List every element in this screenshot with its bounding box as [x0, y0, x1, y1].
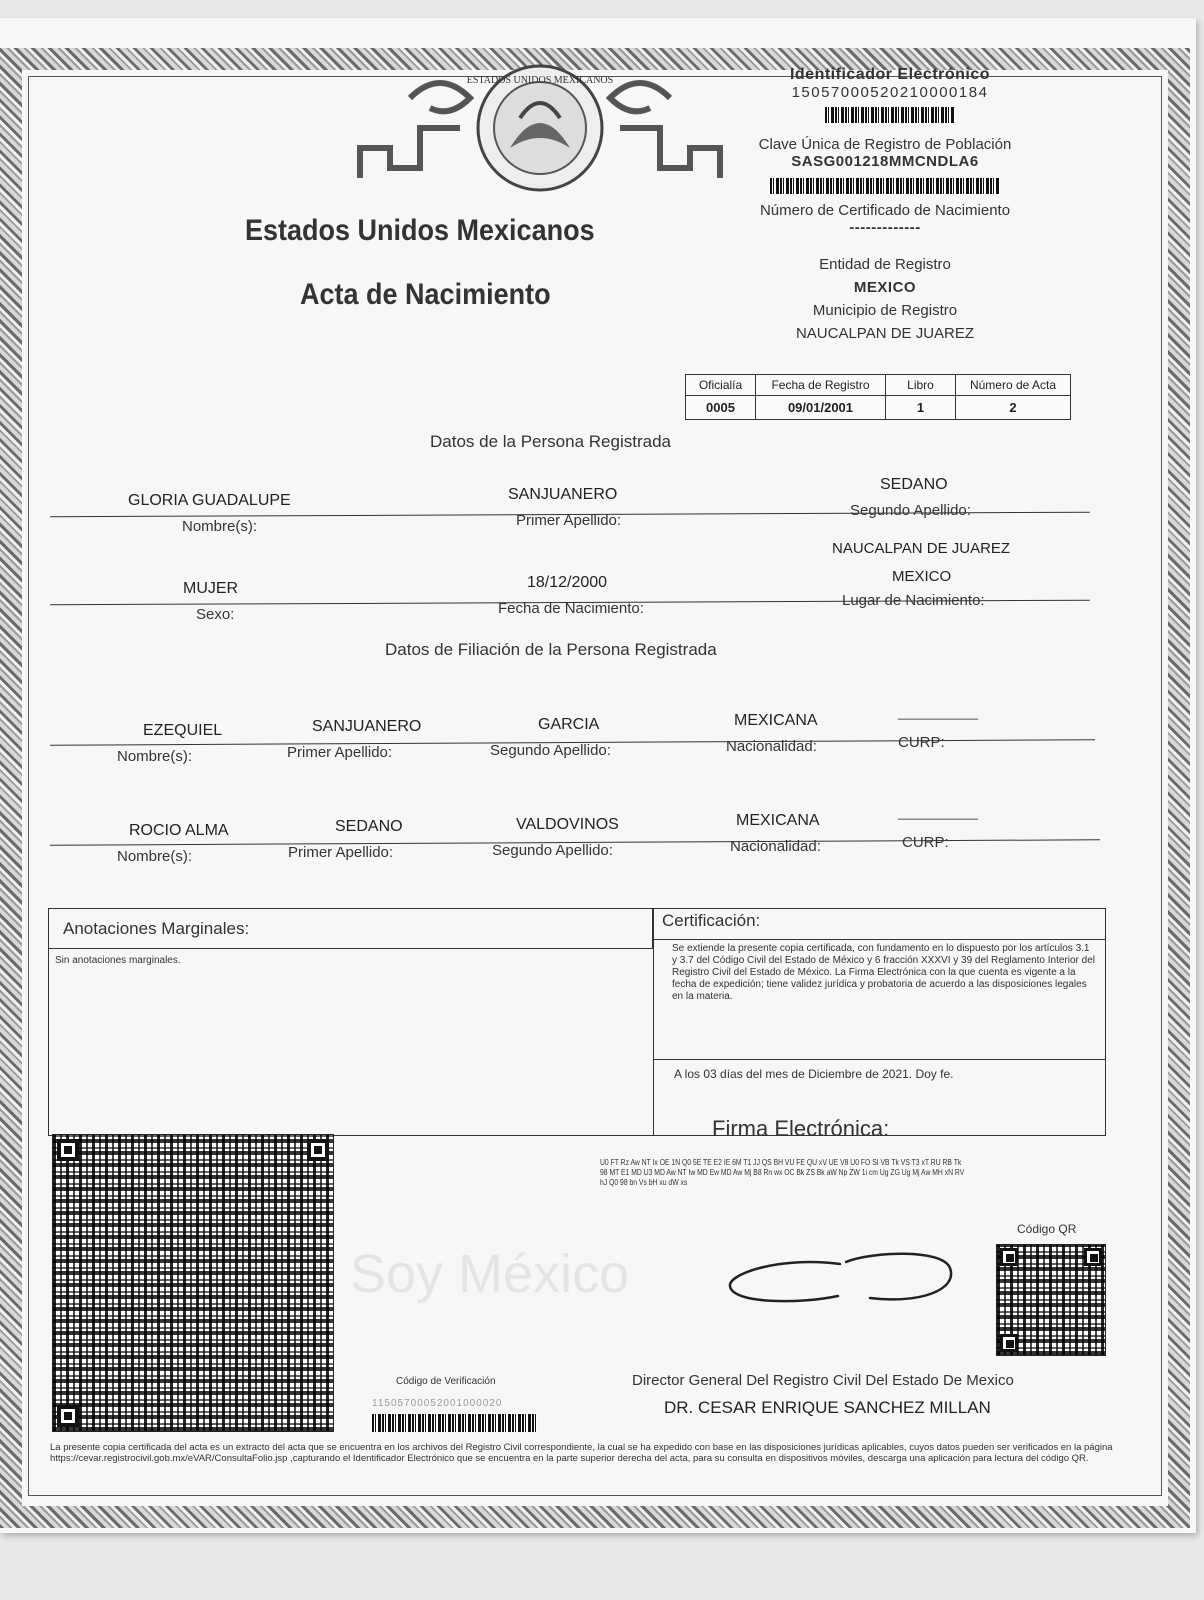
- curp-block: [715, 136, 1055, 194]
- oficialia-value: 0005: [686, 396, 756, 420]
- id-title: Identificador Electrónico: [789, 66, 991, 83]
- curp-barcode: [770, 178, 1000, 194]
- father-nombre-value: EZEQUIEL: [143, 722, 223, 739]
- municipio-label: Municipio de Registro: [812, 302, 958, 319]
- registry-table: [685, 374, 1071, 420]
- certification-divider: [654, 939, 1105, 940]
- qr-finder-tl: [57, 1139, 79, 1161]
- verification-qr-code: [52, 1134, 334, 1432]
- lugar-municipio-value: NAUCALPAN DE JUAREZ: [832, 540, 1011, 557]
- annotations-certification-box: [48, 908, 1106, 1136]
- municipio-value: NAUCALPAN DE JUAREZ: [795, 325, 975, 342]
- entidad-label: Entidad de Registro: [819, 256, 951, 273]
- certification-date: A los 03 días del mes de Diciembre de 2021. Doy fe.: [674, 1067, 954, 1081]
- father-primer-apellido-label: Primer Apellido:: [287, 744, 393, 761]
- father-segundo-apellido-value: GARCIA: [538, 716, 600, 733]
- country-title: Estados Unidos Mexicanos: [245, 214, 595, 247]
- certification-date-divider: [654, 1059, 1105, 1060]
- mother-segundo-apellido-label: Segundo Apellido:: [492, 842, 613, 859]
- segundo-apellido-value: SEDANO: [880, 476, 948, 493]
- id-number: 15057000520210000184: [791, 84, 989, 101]
- mother-segundo-apellido-value: VALDOVINOS: [516, 816, 619, 833]
- fecha-registro-value: 09/01/2001: [756, 396, 886, 420]
- nombre-value: GLORIA GUADALUPE: [128, 492, 291, 509]
- father-curp-value: ____________: [898, 706, 979, 720]
- fecha-nacimiento-label: Fecha de Nacimiento:: [498, 600, 644, 617]
- filiation-section-title: Datos de Filiación de la Persona Registrada: [385, 640, 717, 659]
- electronic-id-block: [740, 66, 1040, 123]
- segundo-apellido-label: Segundo Apellido:: [850, 502, 971, 519]
- mother-nacionalidad-value: MEXICANA: [736, 812, 820, 829]
- header-fecha-registro: Fecha de Registro: [756, 375, 886, 396]
- mother-nombre-value: ROCIO ALMA: [129, 822, 229, 839]
- document-title: Acta de Nacimiento: [300, 278, 551, 311]
- mother-curp-label: CURP:: [902, 834, 949, 851]
- father-curp-label: CURP:: [898, 734, 945, 751]
- father-nombre-label: Nombre(s):: [117, 748, 193, 765]
- qr-finder-tr: [307, 1139, 329, 1161]
- father-segundo-apellido-label: Segundo Apellido:: [490, 742, 611, 759]
- sexo-value: MUJER: [183, 580, 239, 597]
- certificate-sheet: [0, 18, 1196, 1533]
- nombre-label: Nombre(s):: [182, 518, 258, 535]
- curp-value: SASG001218MMCNDLA6: [791, 153, 979, 170]
- national-emblem-icon: [350, 58, 730, 198]
- libro-value: 1: [886, 396, 956, 420]
- watermark: Soy México: [350, 1244, 630, 1304]
- certification-column: [653, 909, 1105, 1135]
- small-qr-finder-tr: [1084, 1248, 1102, 1266]
- id-barcode: [825, 107, 955, 123]
- small-qr-finder-bl: [1000, 1334, 1018, 1352]
- primer-apellido-label: Primer Apellido:: [516, 512, 622, 529]
- registry-table-header: [686, 375, 1071, 396]
- entidad-value: MEXICO: [853, 279, 917, 296]
- father-primer-apellido-value: SANJUANERO: [312, 718, 422, 735]
- fecha-nacimiento-value: 18/12/2000: [527, 574, 608, 591]
- lugar-nacimiento-label: Lugar de Nacimiento:: [842, 592, 985, 609]
- mother-curp-value: ____________: [898, 806, 979, 820]
- father-nacionalidad-value: MEXICANA: [734, 712, 818, 729]
- sexo-label: Sexo:: [196, 606, 235, 623]
- mother-nacionalidad-label: Nacionalidad:: [730, 838, 821, 855]
- curp-label: Clave Única de Registro de Población: [758, 136, 1012, 153]
- numero-acta-value: 2: [956, 396, 1071, 420]
- certification-text: Se extiende la presente copia certificada, con fundamento en lo dispuesto por los artículos 3.1 y 3.7 del Código Civil del Estado de México y 6 fracción XXXVI y 39 del Reglamento Interior del Registro Civil del Estado de México. La Firma Electrónica con la que cuenta es vigente a la fecha de expedición; tiene validez jurídica y probatoria de acuerdo a las disposiciones legales en la materia.: [672, 943, 1095, 1002]
- annotations-text: Sin anotaciones marginales.: [55, 955, 181, 966]
- emblem-text: ESTADOS UNIDOS MEXICANOS: [466, 75, 614, 86]
- cert-number-block: [715, 202, 1055, 236]
- primer-apellido-value: SANJUANERO: [508, 486, 618, 503]
- lugar-estado-value: MEXICO: [892, 568, 952, 585]
- father-nacionalidad-label: Nacionalidad:: [726, 738, 817, 755]
- small-qr-finder-tl: [1000, 1248, 1018, 1266]
- verification-barcode: [372, 1414, 537, 1432]
- mother-primer-apellido-value: SEDANO: [335, 818, 403, 835]
- registry-place-block: [715, 256, 1055, 342]
- cert-number-value: -------------: [849, 219, 921, 236]
- footer-legal-text: La presente copia certificada del acta es un extracto del acta que se encuentra en los archivos del Registro Civil correspondiente, la cual se ha expedido con base en las disposiciones jurídicas aplicables, cuyos datos pueden ser verificados en la página https://cevar.registrocivil.gob.mx/eVAR/ConsultaFolio.jsp ,capturando el Identificador Electrónico que se encuentra en la parte superior derecha del acta, para su consulta en dispositivos móviles, descarga una aplicación para lectura del código QR.: [50, 1442, 1113, 1464]
- person-section-title: Datos de la Persona Registrada: [430, 432, 671, 451]
- header-oficialia: Oficialía: [686, 375, 756, 396]
- qr-finder-bl: [57, 1405, 79, 1427]
- qr-code-label: Código QR: [1017, 1222, 1077, 1236]
- mother-nombre-label: Nombre(s):: [117, 848, 193, 865]
- header-numero-acta: Número de Acta: [956, 375, 1071, 396]
- registry-table-values: [686, 396, 1071, 420]
- certification-title: Certificación:: [662, 911, 761, 930]
- signature-qr-code: [996, 1244, 1106, 1356]
- director-title: Director General Del Registro Civil Del Estado De Mexico: [632, 1372, 1014, 1389]
- handwritten-signature: [720, 1246, 960, 1326]
- verification-label: Código de Verificación: [396, 1376, 496, 1387]
- annotations-title: Anotaciones Marginales:: [63, 919, 250, 938]
- header-libro: Libro: [886, 375, 956, 396]
- director-name: DR. CESAR ENRIQUE SANCHEZ MILLAN: [664, 1398, 991, 1417]
- signature-title: Firma Electrónica:: [712, 1116, 890, 1141]
- mother-primer-apellido-label: Primer Apellido:: [288, 844, 394, 861]
- cert-number-label: Número de Certificado de Nacimiento: [759, 202, 1011, 219]
- verification-value: 1150570005200100002​0: [372, 1398, 503, 1409]
- signature-hash: U0 FT Rz Aw NT Ix OE 1N Q0 5E TE E2 IE 6M T1 JJ QS BH VU FE QU xV UE V8 U0 FO SI VB Tk VS T3 xT RU RB Tk 98 MT E1 MD U3 MD Aw NT Iw MD Ew MD Aw Mj B8 Rn wx OC Bk ZS Bk aW Np ZW 1i cm Ug ZG Ug Mj Aw MH xN RV hJ Q0 98 bn Vs bH xu dW xs: [600, 1158, 965, 1187]
- annotations-header: [49, 909, 653, 949]
